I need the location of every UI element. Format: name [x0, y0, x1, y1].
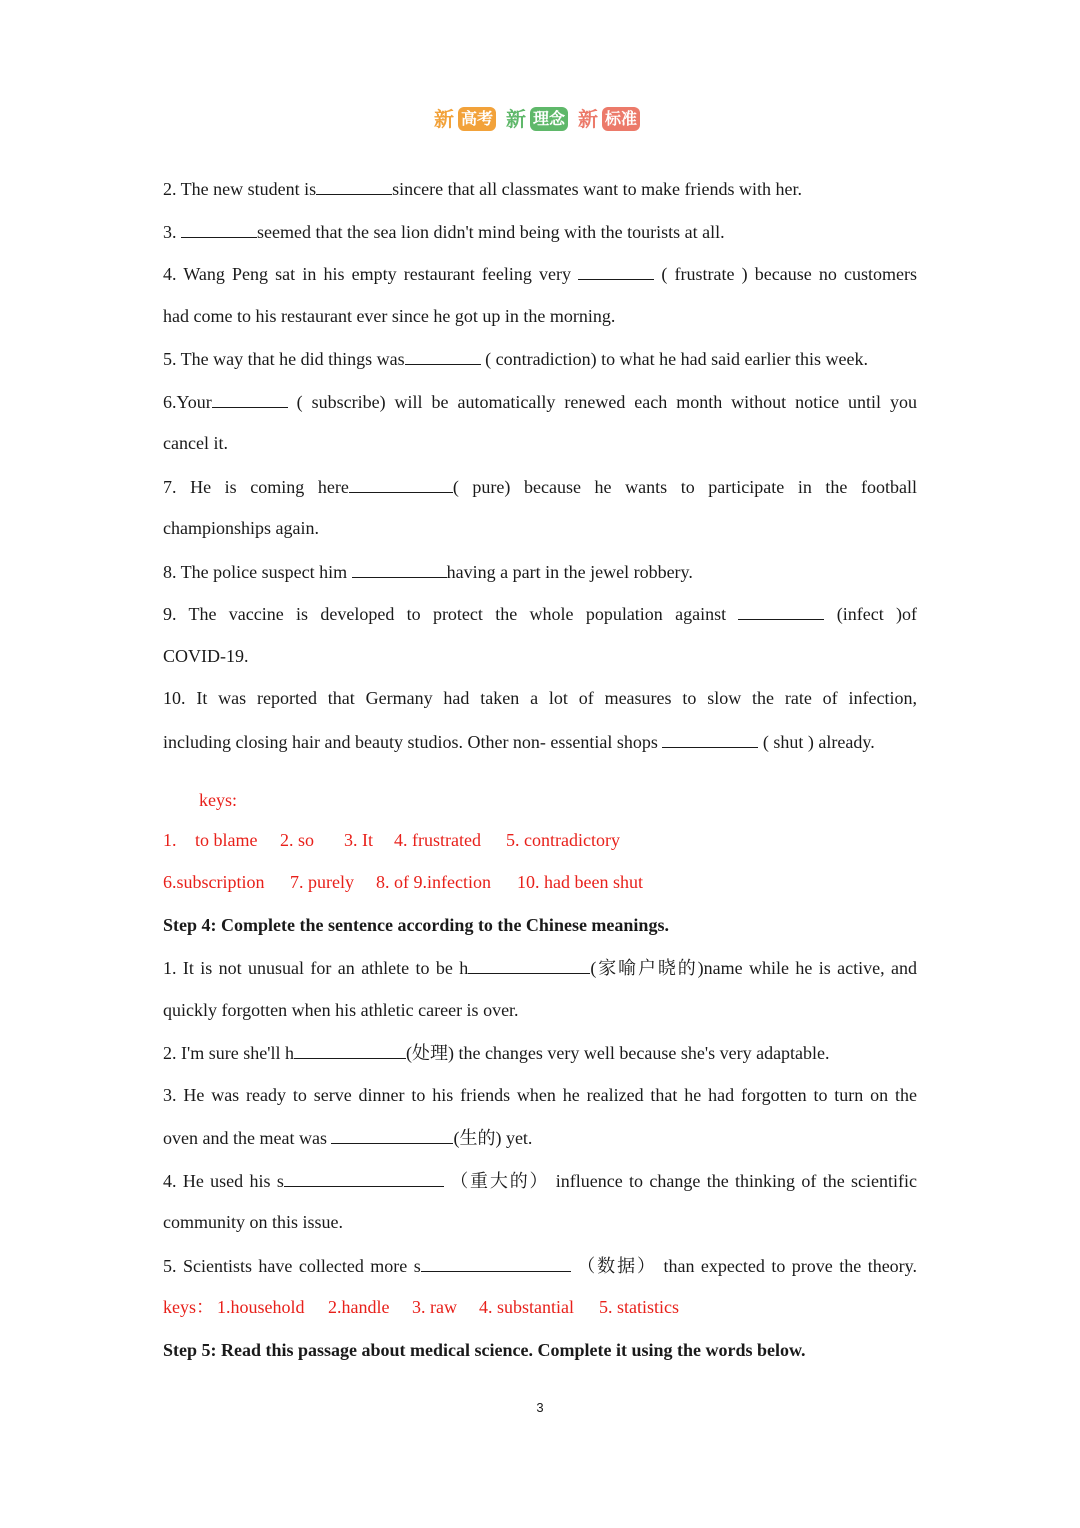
logo-badge: 标准: [602, 107, 640, 131]
answer-blank: [212, 389, 288, 408]
question-10-cont: including closing hair and beauty studios. Other non- essential shops ( shut ) already.: [163, 729, 917, 754]
question-9-cont: COVID-19.: [163, 646, 249, 666]
step4-sentence-2: 2. I'm sure she'll h (处理) the changes very well because she's very adaptable.: [163, 1040, 917, 1065]
logo-xin-char: 新: [433, 107, 454, 131]
answer-blank: [284, 1168, 444, 1187]
logo-badge: 高考: [458, 107, 496, 131]
header-logo: [0, 106, 1080, 132]
step4-sentence-1-cont: quickly forgotten when his athletic career is over.: [163, 1000, 519, 1020]
logo-xin-char: 新: [505, 107, 526, 131]
answer-blank: [405, 346, 481, 365]
answer-blank: [662, 729, 758, 748]
logo-xin-char: 新: [578, 107, 598, 131]
answer-blank: [421, 1253, 571, 1272]
page-number: 3: [536, 1400, 544, 1415]
answer-blank: [331, 1125, 453, 1144]
question-7: 7. He is coming here ( pure) because he wants to participate in the football: [163, 474, 917, 499]
question-4-cont: had come to his restaurant ever since he got up in the morning.: [163, 306, 616, 326]
answer-blank: [578, 261, 654, 280]
step4-sentence-1: 1. It is not unusual for an athlete to be h (家喻户晓的)name while he is active, and: [163, 955, 917, 980]
question-9: 9. The vaccine is developed to protect the whole population against (infect )of: [163, 601, 917, 626]
question-4: 4. Wang Peng sat in his empty restaurant feeling very ( frustrate ) because no customers: [163, 261, 917, 286]
question-5: 5. The way that he did things was ( contradiction) to what he had said earlier this week.: [163, 346, 917, 371]
step4-sentence-5: 5. Scientists have collected more s （数据） than expected to prove the theory.: [163, 1253, 917, 1278]
step4-sentence-4: 4. He used his s （重大的） influence to change the thinking of the scientific: [163, 1168, 917, 1193]
question-8: 8. The police suspect him having a part in the jewel robbery.: [163, 559, 917, 584]
answer-blank: [349, 474, 453, 493]
step4-keys: keys： 1.household 2.handle 3. raw 4. substantial 5. statistics: [163, 1297, 679, 1317]
keys-label: keys:: [199, 790, 237, 810]
step4-sentence-4-cont: community on this issue.: [163, 1212, 343, 1232]
question-7-cont: championships again.: [163, 518, 319, 538]
logo-badge: 理念: [530, 107, 568, 131]
answer-blank: [352, 559, 447, 578]
answer-blank: [294, 1040, 406, 1059]
question-10: 10. It was reported that Germany had taken a lot of measures to slow the rate of infection,: [163, 688, 917, 708]
keys-row-2: 6.subscription 7. purely 8. of 9.infection 10. had been shut: [163, 872, 643, 892]
step5-title: Step 5: Read this passage about medical science. Complete it using the words below.: [163, 1340, 806, 1360]
question-3: 3. seemed that the sea lion didn't mind being with the tourists at all.: [163, 219, 917, 244]
question-2: 2. The new student is sincere that all classmates want to make friends with her.: [163, 176, 917, 201]
keys-row-1: 1. to blame 2. so 3. It 4. frustrated 5. contradictory: [163, 830, 620, 850]
step4-sentence-3: 3. He was ready to serve dinner to his friends when he realized that he had forgotten to turn on the: [163, 1085, 917, 1105]
answer-blank: [316, 176, 392, 195]
answer-blank: [468, 955, 590, 974]
answer-blank: [738, 601, 824, 620]
step4-title: Step 4: Complete the sentence according to the Chinese meanings.: [163, 915, 669, 935]
answer-blank: [181, 219, 257, 238]
step4-sentence-3-cont: oven and the meat was (生的) yet.: [163, 1125, 917, 1150]
question-6-cont: cancel it.: [163, 433, 228, 453]
question-6: 6.Your ( subscribe) will be automatically renewed each month without notice until you: [163, 389, 917, 414]
